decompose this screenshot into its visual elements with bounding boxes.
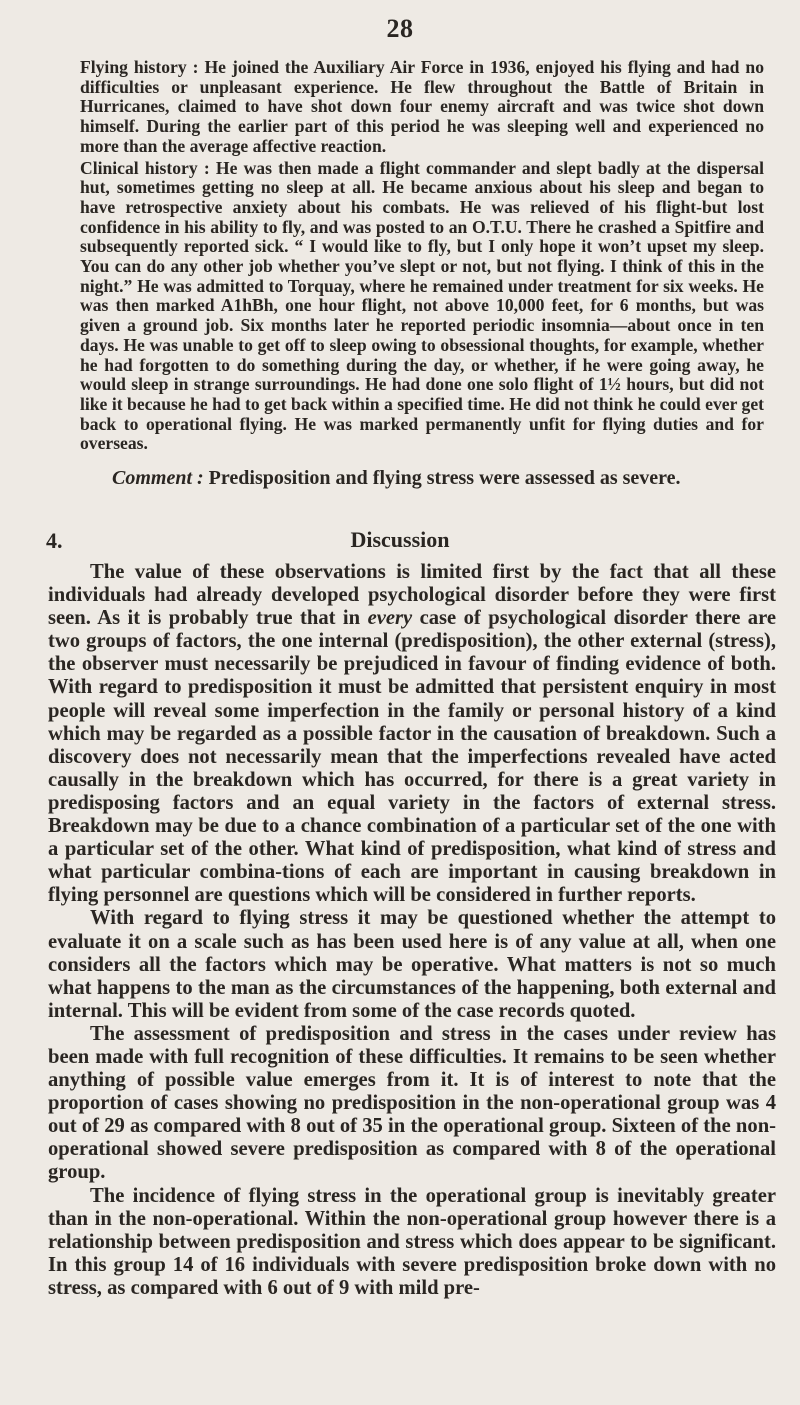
- clinical-history-label: Clinical history :: [80, 157, 210, 178]
- discussion-paragraph-1: [48, 561, 776, 907]
- comment-text: Predisposition and flying stress were assessed as severe.: [208, 467, 681, 489]
- section-title: Discussion: [350, 527, 450, 552]
- page-number: 28: [386, 14, 414, 43]
- case-record: [80, 58, 764, 456]
- discussion-body: [48, 561, 776, 1300]
- discussion-paragraph-2: With regard to flying stress it may be questioned whether the attempt to evaluate it on a scale such as has been used here is of any value at all, when one considers all the factors which may be operative. What matters is not so much what happens to the man as the circumstances of the happening, both external and internal. This will be evident from some of the case records quoted.: [48, 907, 776, 1022]
- discussion-p1-emphasis: every: [367, 607, 413, 630]
- comment-label: Comment :: [112, 467, 204, 489]
- discussion-p1-end: case of psychological disorder there are two groups of factors, the one internal (predisposition), the other external (stress), the observer must necessarily be prejudiced in favour of finding evidence of both. With regard to predisposition it must be admitted that persistent enquiry in most people will reveal some imperfection in the family or personal history of a kind which may be regarded as a possible factor in the causation of breakdown. Such a discovery does not necessarily mean that the imperfections revealed have acted causally in the breakdown which has occurred, for there is a great variety in predisposing factors and an equal variety in the factors of external stress. Breakdown may be due to a chance combination of a particular set of the one with a particular set of the other. What kind of predisposition, what kind of stress and what particular combina-tions of each are important in causing breakdown in flying personnel are questions which will be considered in further reports.: [48, 607, 777, 907]
- clinical-history-text: He was then made a flight commander and slept badly at the dispersal hut, sometimes getting no sleep at all. He became anxious about his sleep and began to have retrospective anxiety about his combats. He was relieved of his flight-but lost confidence in his ability to fly, and was posted to an O.T.U. There he crashed a Spitfire and subsequently reported sick. “ I would like to fly, but I only hope it won’t upset my sleep. You can do any other job whether you’ve slept or not, but not flying. I think of this in the night.” He was admitted to Torquay, where he remained under treatment for six weeks. He was then marked A1hBh, one hour flight, not above 10,000 feet, for 6 months, but was given a ground job. Six months later he reported periodic insomnia—about once in ten days. He was unable to get off to sleep owing to obsessional thoughts, for example, whether he had forgotten to do something during the day, or whether, if he were going away, he would sleep in strange surroundings. He had done one solo flight of 1½ hours, but did not like it because he had to get back within a specified time. He did not think he could ever get back to operational flying. He was marked permanently unfit for flying duties and for overseas.: [80, 157, 764, 454]
- discussion-paragraph-4: The incidence of flying stress in the operational group is inevitably greater than in the non-operational. Within the non-operational group however there is a relationship between predisposition and stress which does appear to be significant. In this group 14 of 16 individuals with severe predisposition broke down with no stress, as compared with 6 out of 9 with mild pre-: [48, 1184, 776, 1299]
- flying-history-label: Flying history :: [80, 57, 199, 77]
- flying-history-text: He joined the Auxiliary Air Force in 1936, enjoyed his flying and had no difficulties or unpleasant experience. He flew throughout the Battle of Britain in Hurricanes, claimed to have shot down four enemy aircraft and was twice shot down himself. During the earlier part of this period he was sleeping well and experienced no more than the average affective reaction.: [80, 57, 764, 156]
- comment-line: [112, 467, 772, 490]
- discussion-paragraph-3: The assessment of predisposition and stress in the cases under review has been made with full recognition of these difficulties. It remains to be seen whether anything of possible value emerges from it. It is of interest to note that the proportion of cases showing no predisposition in the non-operational group was 4 out of 29 as compared with 8 out of 35 in the operational group. Sixteen of the non-operational showed severe predisposition as compared with 8 of the operational group.: [48, 1022, 776, 1184]
- clinical-history-paragraph: [80, 159, 764, 455]
- discussion-p1-start: The value of these observations is limited first by the fact that all these individuals had already developed psychological disorder before they were first seen. As it is probably true that in: [48, 561, 776, 630]
- flying-history-paragraph: [80, 58, 764, 157]
- section-number: 4.: [46, 528, 63, 553]
